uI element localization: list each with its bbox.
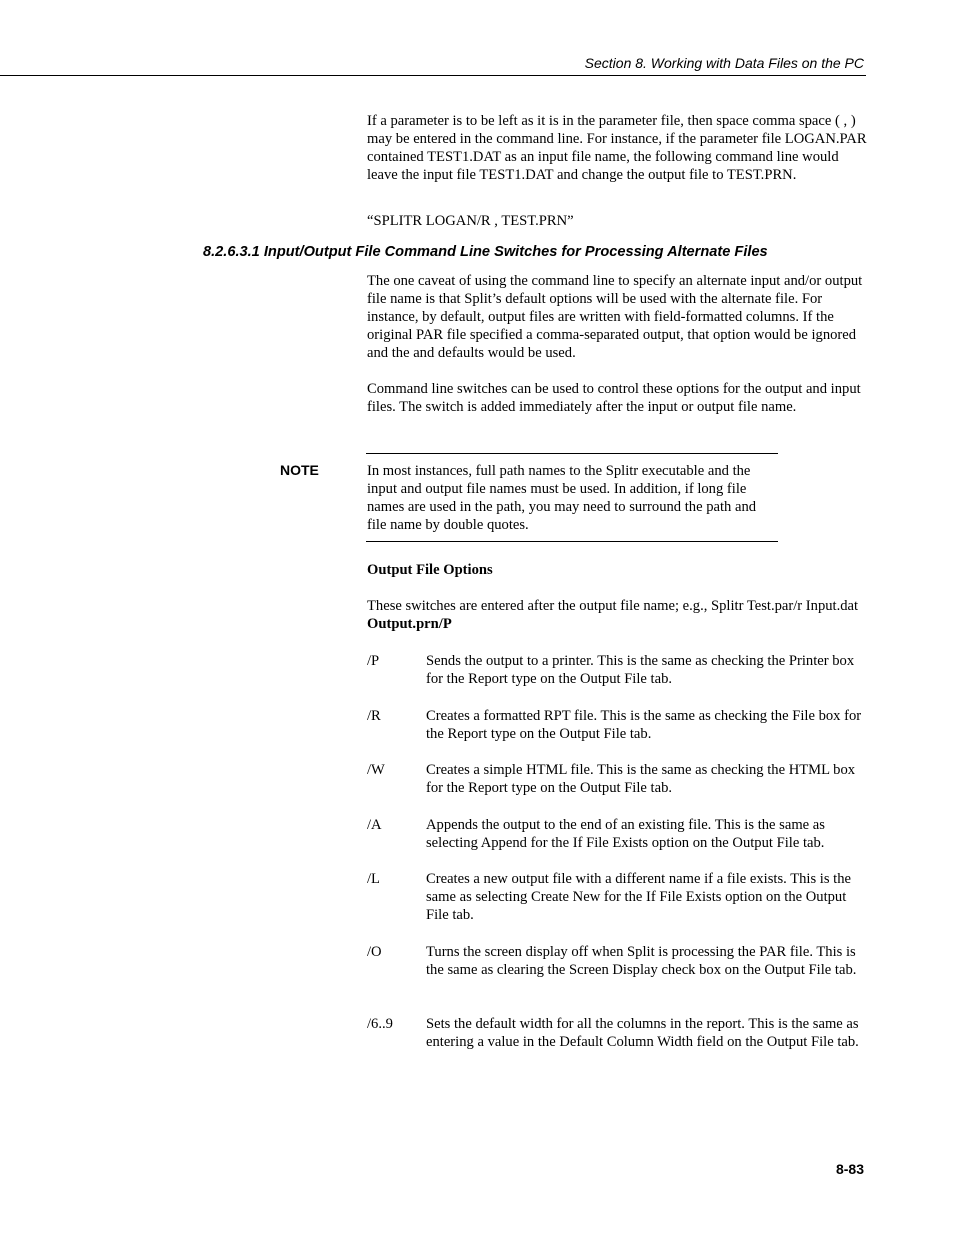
switch-key: /A [367, 817, 382, 833]
switches-paragraph: Command line switches can be used to control these options for the output and input files. The switch is added immediately after the input or output file name. [367, 381, 861, 415]
output-options-intro-example: Output.prn/P [367, 616, 452, 632]
switch-description: Sends the output to a printer. This is the same as checking the Printer box for the Report type on the Output File tab. [426, 653, 855, 687]
caveat-paragraph: The one caveat of using the command line to specify an alternate input and/or output file name is that Split’s default options will be used with the alternate file. For instance, by default, output files are written with field-formatted columns. If the original PAR file specified a comma-separated output, that option would be ignored and the and defaults would be used. [367, 273, 863, 361]
output-options-intro-text: These switches are entered after the output file name; e.g., Splitr Test.par/r Input.dat [367, 598, 859, 614]
switch-description: Creates a formatted RPT file. This is the same as checking the File box for the Report type on the Output File tab. [426, 708, 862, 742]
switch-key: /L [367, 871, 380, 887]
switch-key: /P [367, 653, 380, 669]
switch-description: Turns the screen display off when Split is processing the PAR file. This is the same as clearing the Screen Display check box on the Output File tab. [426, 944, 857, 978]
output-options-intro [367, 597, 867, 633]
note-text: In most instances, full path names to the Splitr executable and the input and output file names must be used. In addition, if long file names are used in the path, you may need to surround the path and file name by double quotes. [367, 463, 757, 533]
switch-key: /R [367, 708, 381, 724]
note-label: NOTE [280, 462, 319, 478]
switch-description: Creates a new output file with a different name if a file exists. This is the same as selecting Create New for the If File Exists option on the Output File tab. [426, 871, 851, 923]
switch-description: Creates a simple HTML file. This is the same as checking the HTML box for the Report type on the Output File tab. [426, 762, 856, 796]
switch-item [367, 943, 867, 979]
output-options-heading: Output File Options [367, 562, 493, 578]
note-top-rule [366, 453, 778, 454]
header-rule [0, 75, 866, 76]
command-example: “SPLITR LOGAN/R , TEST.PRN” [367, 213, 574, 229]
switch-item [367, 816, 867, 852]
running-header: Section 8. Working with Data Files on the PC [584, 55, 864, 71]
switch-description: Sets the default width for all the columns in the report. This is the same as entering a value in the Default Column Width field on the Output File tab. [426, 1016, 859, 1050]
switch-item [367, 1015, 867, 1051]
switch-key: /O [367, 944, 382, 960]
subsection-heading: 8.2.6.3.1 Input/Output File Command Line Switches for Processing Alternate Files [203, 244, 768, 260]
switch-key: /6..9 [367, 1016, 393, 1032]
note-bottom-rule [366, 541, 778, 542]
page-number: 8-83 [835, 1161, 864, 1177]
switch-item [367, 761, 867, 797]
switch-item [367, 707, 867, 743]
switch-item [367, 652, 867, 688]
switch-item [367, 870, 867, 924]
switch-key: /W [367, 762, 385, 778]
switch-description: Appends the output to the end of an existing file. This is the same as selecting Append for the If File Exists option on the Output File tab. [426, 817, 825, 851]
intro-paragraph: If a parameter is to be left as it is in the parameter file, then space comma space ( , ) may be entered in the command line. For instance, if the parameter file LOGAN.PAR contained TEST1.DAT as an input file name, the following command line would leave the input file TEST1.DAT and change the output file to TEST.PRN. [367, 113, 867, 183]
